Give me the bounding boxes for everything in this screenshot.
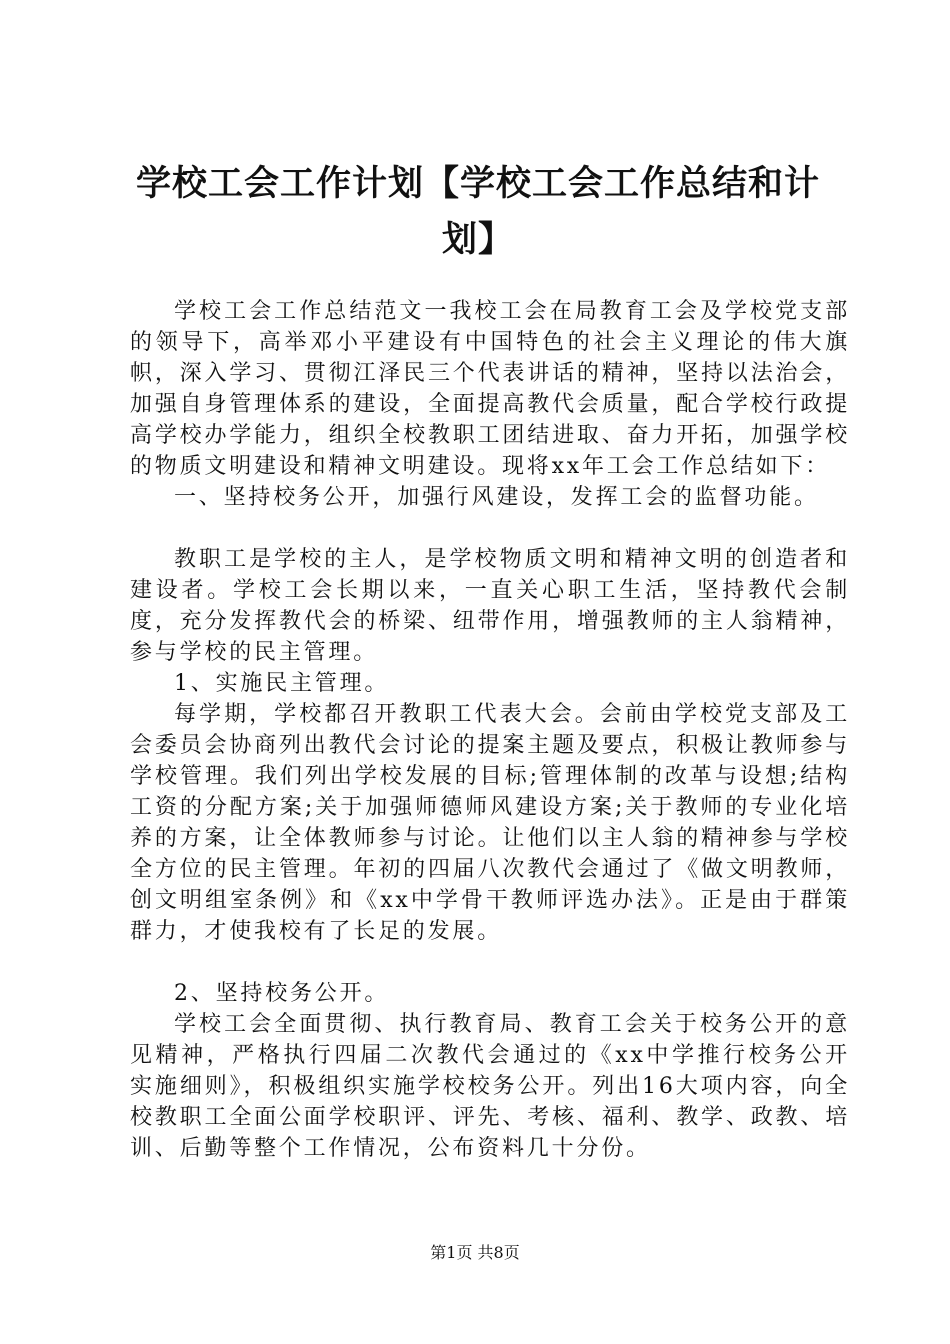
paragraph-teachers: 教职工是学校的主人，是学校物质文明和精神文明的创造者和建设者。学校工会长期以来，一直关心职工生活，坚持教代会制度，充分发挥教代会的桥梁、纽带作用，增强教师的主人翁精神，参与学校的民主管理。 [130, 547, 850, 665]
section-heading-1: 一、坚持校务公开，加强行风建设，发挥工会的监督功能。 [174, 485, 819, 510]
paragraph-school-affairs: 学校工会全面贯彻、执行教育局、教育工会关于校务公开的意见精神，严格执行四届二次教代会通过的《xx中学推行校务公开实施细则》，积极组织实施学校校务公开。列出16大项内容，向全校教职工全面公面学校职评、评先、考核、福利、教学、政教、培训、后勤等整个工作情况，公布资料几十分份。 [130, 1012, 850, 1161]
page-number-footer: 第1页 共8页 [430, 1243, 520, 1262]
paragraph-democratic-management: 每学期，学校都召开教职工代表大会。会前由学校党支部及工会委员会协商列出教代会讨论的提案主题及要点，积极让教师参与学校管理。我们列出学校发展的目标;管理体制的改革与设想;结构工资的分配方案;关于加强师德师风建设方案;关于教师的专业化培养的方案，让全体教师参与讨论。让他们以主人翁的精神参与学校全方位的民主管理。年初的四届八次教代会通过了《做文明教师，创文明组室条例》和《xx中学骨干教师评选办法》。正是由于群策群力，才使我校有了长足的发展。 [130, 702, 850, 944]
document-title: 学校工会工作计划【学校工会工作总结和计划】 [135, 164, 820, 260]
paragraph-intro: 学校工会工作总结范文一我校工会在局教育工会及学校党支部的领导下，高举邓小平建设有中国特色的社会主义理论的伟大旗帜，深入学习、贯彻江泽民三个代表讲话的精神，坚持以法治会，加强自身管理体系的建设，全面提高教代会质量，配合学校行政提高学校办学能力，组织全校教职工团结进取、奋力开拓，加强学校的物质文明建设和精神文明建设。现将xx年工会工作总结如下： [130, 299, 850, 479]
subsection-heading-1: 1、实施民主管理。 [174, 671, 390, 696]
document-body [130, 296, 850, 1164]
subsection-heading-2: 2、坚持校务公开。 [174, 981, 390, 1006]
